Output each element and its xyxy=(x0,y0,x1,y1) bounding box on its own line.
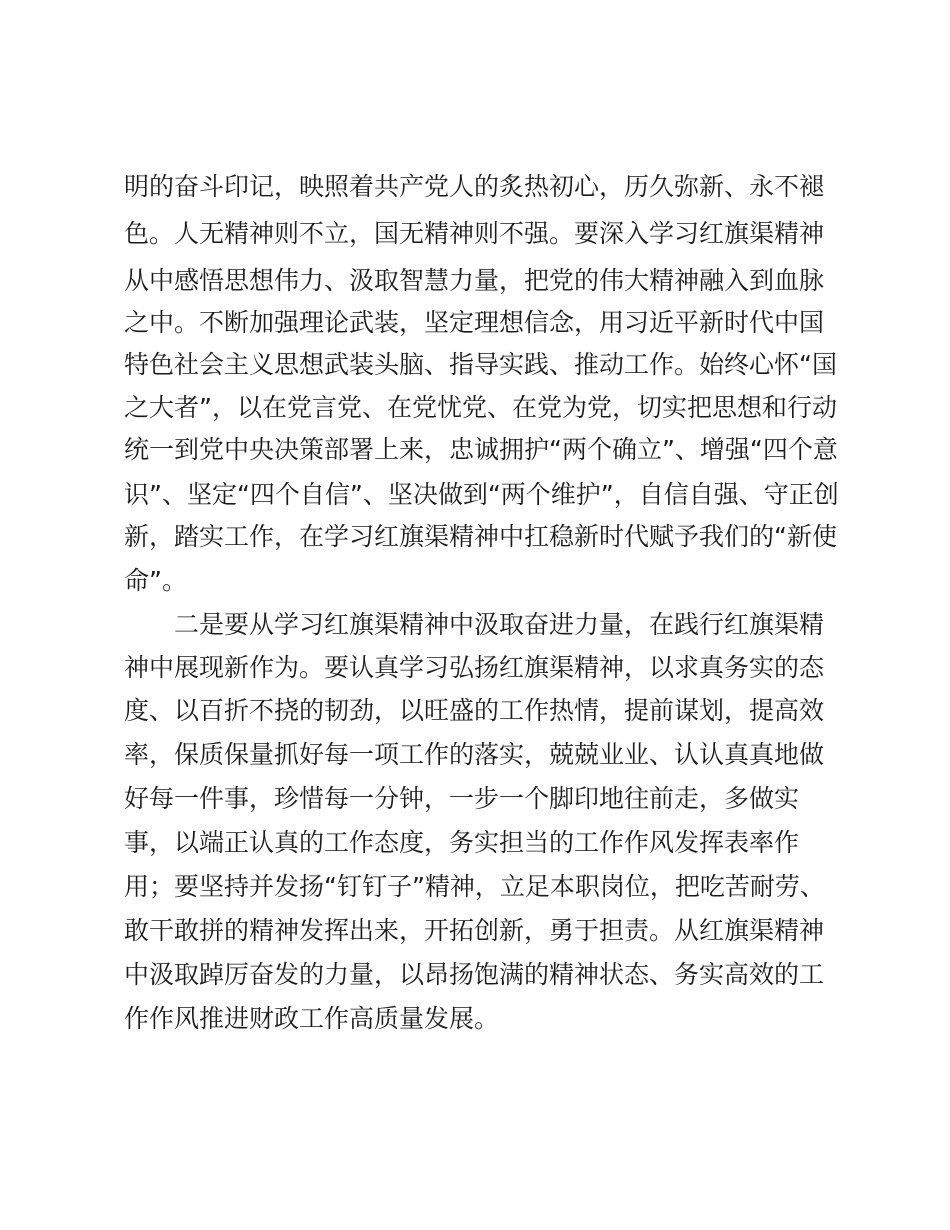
text-line: 之中。不断加强理论武装，坚定理想信念，用习近平新时代中国 xyxy=(124,308,825,337)
text-line: 神中展现新作为。要认真学习弘扬红旗渠精神，以求真务实的态 xyxy=(124,653,825,682)
text-line: 作作风推进财政工作高质量发展。 xyxy=(124,1004,500,1033)
text-line: 统一到党中央决策部署上来，忠诚拥护“两个确立”、增强“四个意 xyxy=(124,435,838,464)
text-line: 明的奋斗印记，映照着共产党人的炙热初心，历久弥新、永不褪 xyxy=(124,172,825,201)
text-line: 率，保质保量抓好每一项工作的落实，兢兢业业、认认真真地做 xyxy=(124,740,825,769)
text-line: 事，以端正认真的工作态度，务实担当的工作作风发挥表率作 xyxy=(124,828,800,857)
text-line: 命”。 xyxy=(124,566,187,595)
text-line: 识”、坚定“四个自信”、坚决做到“两个维护”，自信自强、守正创 xyxy=(124,480,839,509)
text-line: 中汲取踔厉奋发的力量，以昂扬饱满的精神状态、务实高效的工 xyxy=(124,960,825,989)
text-line: 之大者”，以在党言党、在党忧党、在党为党，切实把思想和行动 xyxy=(124,393,837,422)
text-line: 用；要坚持并发扬“钉钉子”精神，立足本职岗位，把吃苦耐劳、 xyxy=(124,872,825,901)
text-line: 从中感悟思想伟力、汲取智慧力量，把党的伟大精神融入到血脉 xyxy=(124,266,825,295)
paragraph-start-line: 二是要从学习红旗渠精神中汲取奋进力量，在践行红旗渠精 xyxy=(124,610,825,639)
text-line: 新，踏实工作，在学习红旗渠精神中扛稳新时代赋予我们的“新使 xyxy=(124,522,837,551)
text-line: 敢干敢拼的精神发挥出来，开拓创新，勇于担责。从红旗渠精神 xyxy=(124,916,825,945)
text-line: 度、以百折不挠的韧劲，以旺盛的工作热情，提前谋划，提高效 xyxy=(124,696,825,725)
text-line: 特色社会主义思想武装头脑、指导实践、推动工作。始终心怀“国 xyxy=(124,350,837,379)
text-line: 好每一件事，珍惜每一分钟，一步一个脚印地往前走，多做实 xyxy=(124,784,800,813)
text-line: 色。人无精神则不立，国无精神则不强。要深入学习红旗渠精神 xyxy=(124,219,825,248)
